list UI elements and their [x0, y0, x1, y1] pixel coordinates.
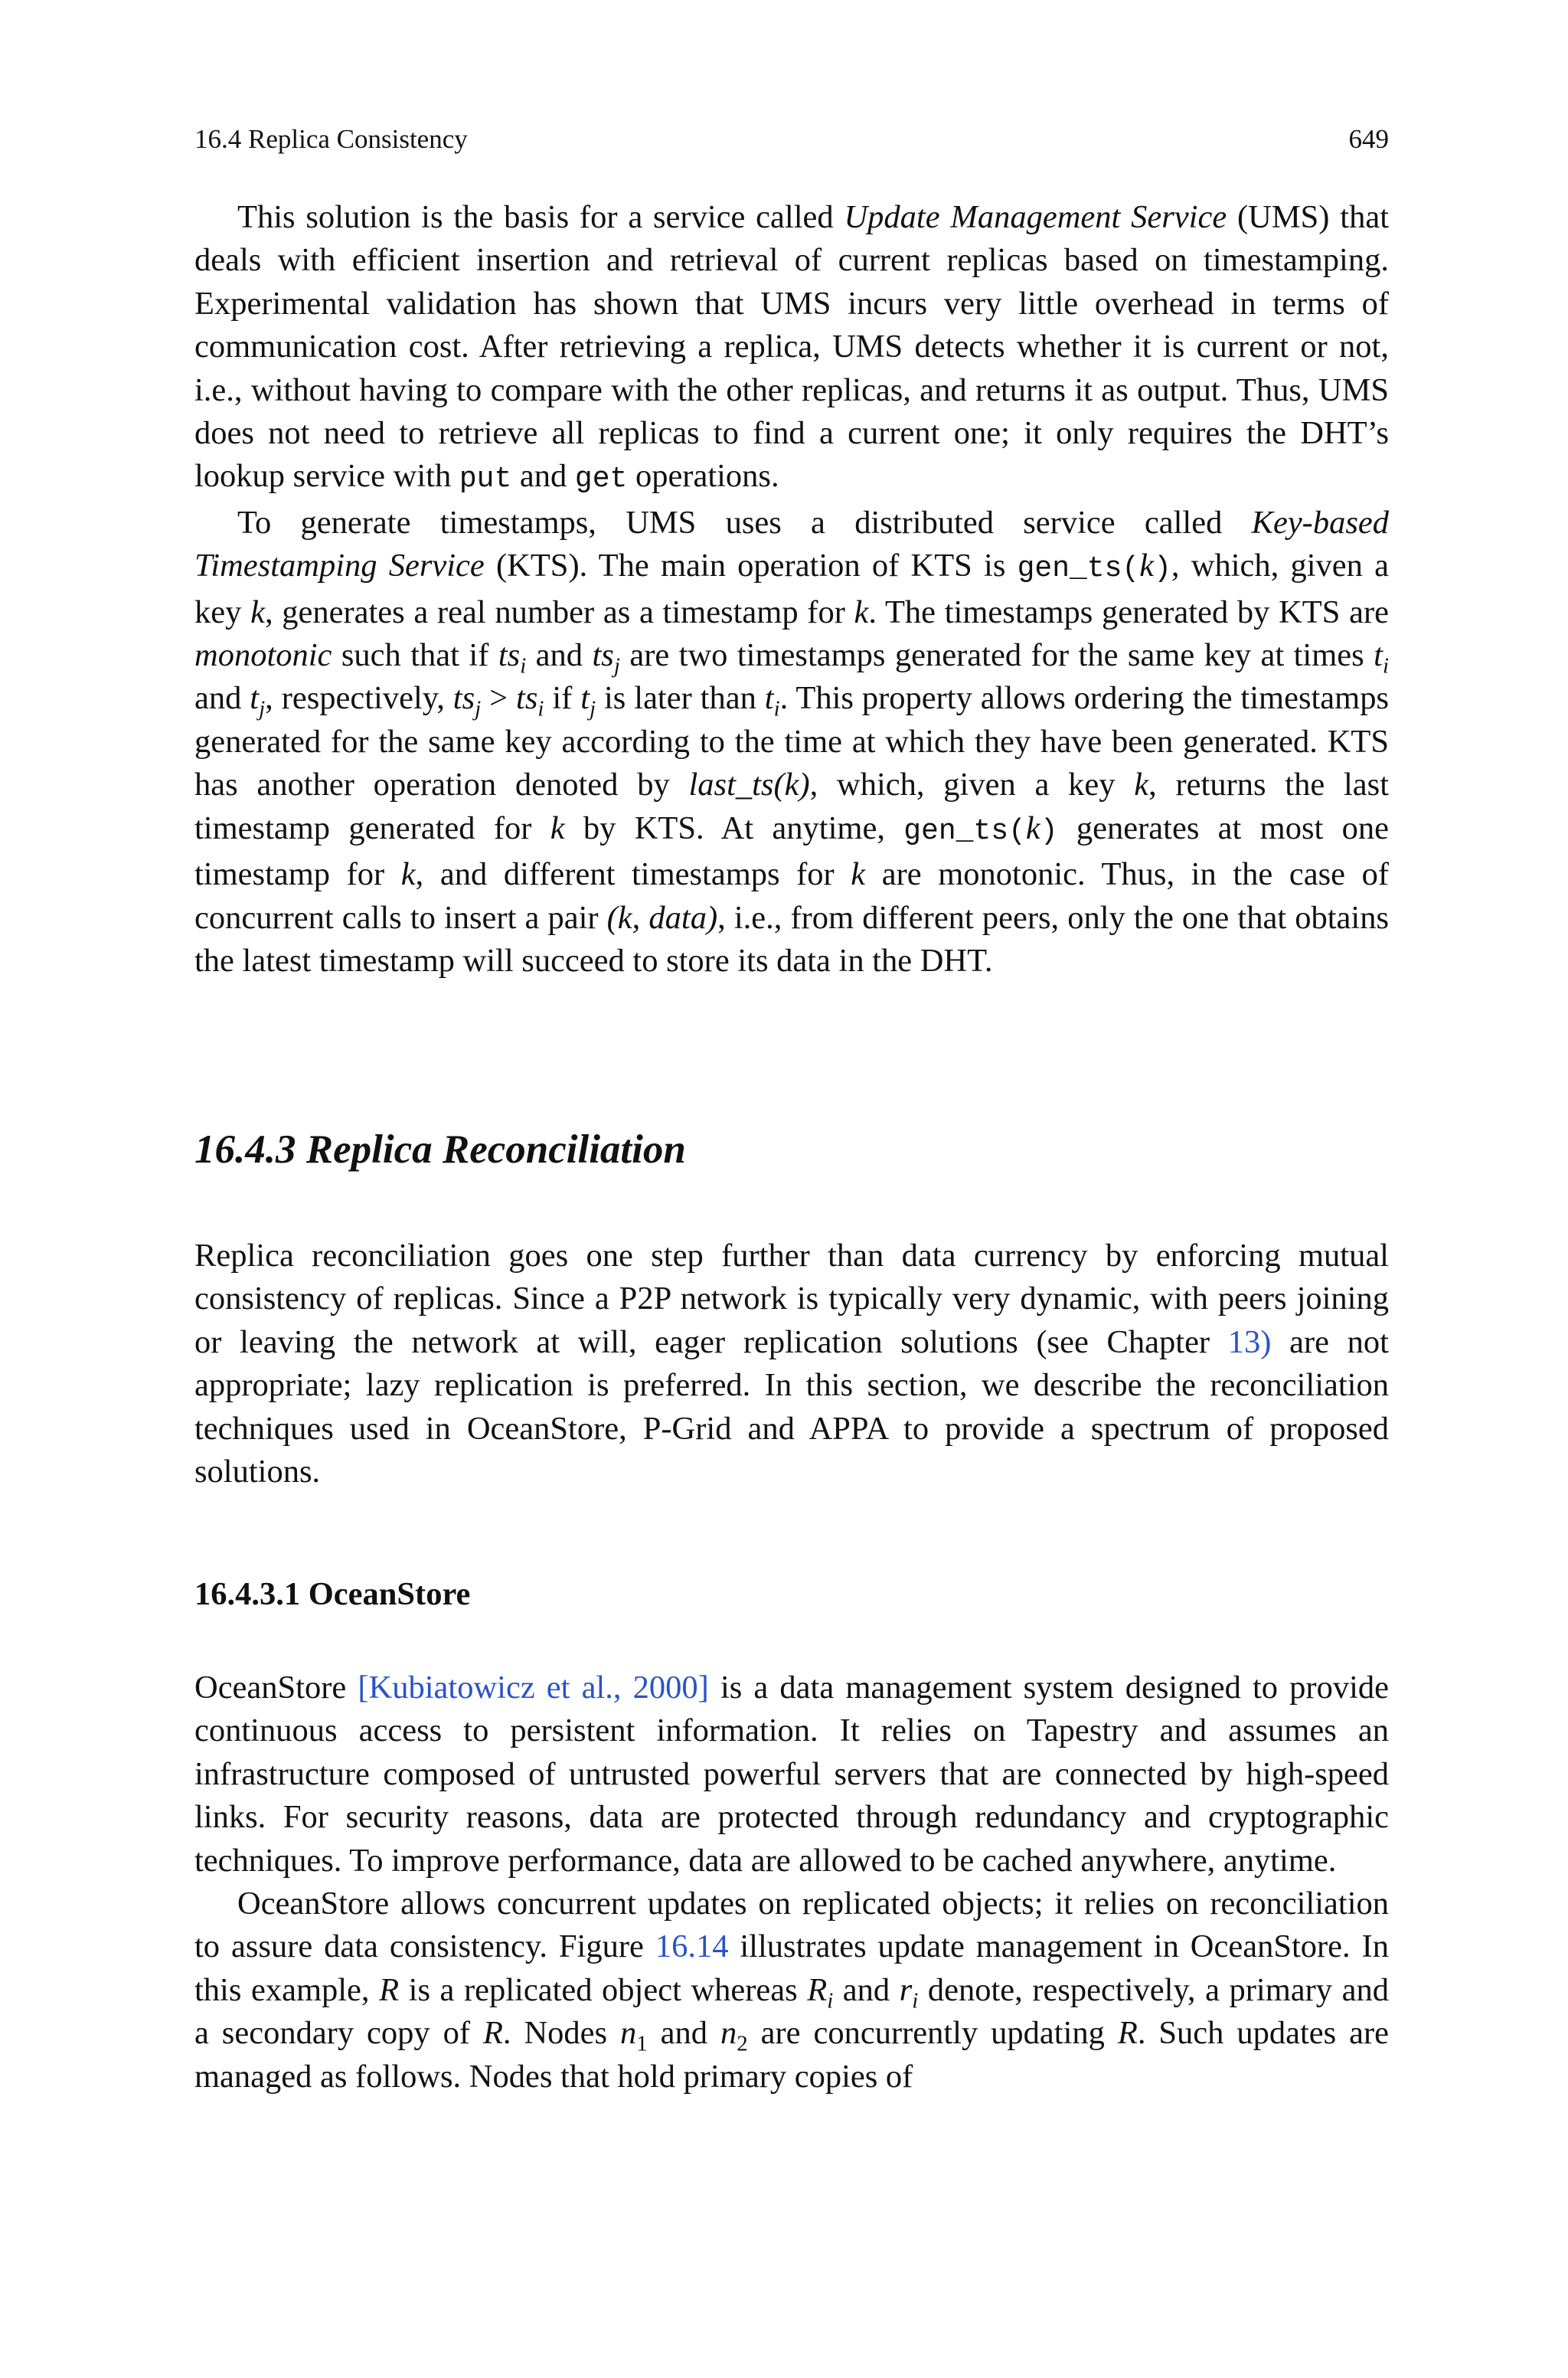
text-block-oceanstore [194, 1667, 1389, 2098]
text-block-reconciliation [194, 1235, 1389, 1493]
code-gen-ts: gen_ts( [1017, 552, 1140, 586]
page-number: 649 [1348, 124, 1389, 154]
code-gen-ts-2: gen_ts( [903, 814, 1026, 848]
code-get: get [574, 463, 628, 496]
running-header-section: 16.4 Replica Consistency [194, 124, 468, 154]
chapter-link[interactable]: 13) [1227, 1323, 1272, 1360]
paragraph-reconciliation: Replica reconciliation goes one step further than data currency by enforcing mutual consistency of replicas. Since a P2P network is typically very dynamic, with peers joining or leaving the network at will, eager replication solutions (see Chapter 13) are not appropriate; lazy replication is preferred. In this section, we describe the reconciliation techniques used in OceanStore, P-Grid and APPA to provide a spectrum of proposed solutions. [194, 1238, 1389, 1490]
paragraph-ums: This solution is the basis for a service called Update Management Service (UMS) that deals with efficient insertion and retrieval of current replicas based on timestamping. Experimental validation has shown that UMS incurs very little overhead in terms of communication cost. After retrieving a replica, UMS detects whether it is current or not, i.e., without having to compare with the other replicas, and returns it as output. Thus, UMS does not need to retrieve all replicas to find a current one; it only requires the DHT’s lookup service with put and get operations. [194, 199, 1390, 496]
code-put: put [459, 463, 512, 496]
subsection-heading: 16.4.3.1 OceanStore [194, 1576, 471, 1612]
figure-link[interactable]: 16.14 [655, 1928, 729, 1965]
paragraph-oceanstore-updates: OceanStore allows concurrent updates on replicated objects; it relies on reconciliation to assure data consistency. Figure 16.14 illustrates update management in OceanStore. In this example, R is a replicated object whereas $R_i$ and $r_i$ denote, respectively, a primary and a secondary copy of R. Nodes $n_1$ and $n_2$ are concurrently updating R. Such updates are managed as follows. Nodes that hold primary copies of [194, 1886, 1389, 2095]
citation-link[interactable]: [Kubiatowicz et al., 2000] [358, 1670, 709, 1706]
section-heading: 16.4.3 Replica Reconciliation [194, 1127, 686, 1172]
paragraph-oceanstore-intro: OceanStore [Kubiatowicz et al., 2000] is a data management system designed to provide continuous access to persistent information. It relies on Tapestry and assumes an infrastructure composed of untrusted powerful servers that are connected by high-speed links. For security reasons, data are protected through redundancy and cryptographic techniques. To improve performance, data are allowed to be cached anywhere, anytime. [194, 1670, 1389, 1879]
text-block-ums-kts [194, 196, 1389, 983]
paragraph-kts: To generate timestamps, UMS uses a distributed service called Key-based Timestamping Service (KTS). The main operation of KTS is gen_ts(k), which, given a key k, generates a real number as a timestamp for k. The timestamps generated by KTS are monotonic such that if $ts_i$ and $ts_j$ are two timestamps generated for the same key at times $t_i$ and $t_j$, respectively, $ts_j > ts_i$ if $t_j$ is later than $t_i$. This property allows ordering the timestamps generated for the same key according to the time at which they have been generated. KTS has another operation denoted by last_ts(k), which, given a key k, returns the last timestamp generated for k by KTS. At anytime, gen_ts(k) generates at most one timestamp for k, and different timestamps for k are monotonic. Thus, in the case of concurrent calls to insert a pair (k, data), i.e., from different peers, only the one that obtains the latest timestamp will succeed to store its data in the DHT. [194, 504, 1390, 979]
